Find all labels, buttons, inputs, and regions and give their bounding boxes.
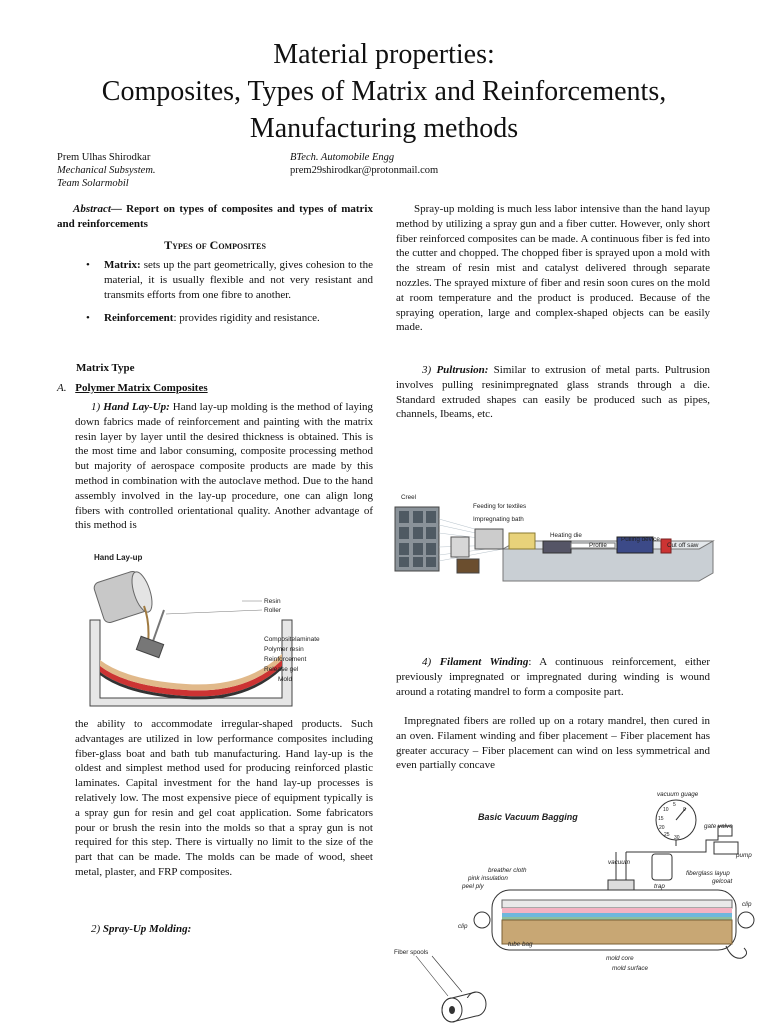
label-reinforcement: Reinforcement: [264, 656, 307, 663]
label-mold-surface: mold surface: [612, 965, 649, 972]
hand-layup-continued: the ability to accommodate irregular-shaped products. Such advantages are utilized in low performance composites including fiber-glass boat and bath tub manufacturing. Hand lay-up is the oldest and simplest method used for producing reinforced plastic laminates. Capital investment for the hand lay-up processes is relatively low. The most expensive piece of equipment typically is a spray gun for resin and gel coat application. Some fabricators pour or brush the resin into the molds so that a spray gun is not required for this step. There is virtually no limit to the size of the part that can be made. The molds can be made of wood, sheet metal, plaster, and FRP composites.: [75, 718, 373, 878]
author-team: Team Solarmobil: [57, 178, 129, 189]
author-email[interactable]: prem29shirodkar@protonmail.com: [290, 165, 439, 176]
label-roller: Roller: [264, 607, 281, 614]
label-clip-right: clip: [742, 901, 752, 908]
svg-text:30: 30: [674, 835, 680, 841]
label-trap: trap: [654, 883, 665, 890]
bullet-icon: •: [86, 259, 90, 271]
abstract-label: Abstract—: [73, 203, 122, 215]
label-impregnating-bath: Impregnating bath: [473, 516, 524, 523]
svg-text:25: 25: [664, 832, 670, 838]
label-pump: pump: [736, 852, 752, 859]
label-pulling-device: Pulling device: [621, 536, 660, 543]
label-vacuum-gauge: vacuum guage: [657, 791, 699, 798]
fiber-spools-figure: [392, 944, 502, 1024]
label-fiber-spools: Fiber spools: [394, 949, 429, 956]
vacuum-bagging-figure: [456, 784, 764, 976]
pultrusion-figure: [393, 485, 715, 603]
feeding-textile: [509, 533, 535, 549]
vacuum-bagging-title: Basic Vacuum Bagging: [478, 812, 578, 822]
spray-up-heading: 2) Spray-Up Molding:: [91, 923, 192, 935]
label-mold-core: mold core: [606, 955, 634, 962]
bullet-list: [76, 258, 373, 335]
pump-icon: [714, 842, 738, 854]
title-line-3: Manufacturing methods: [249, 113, 519, 144]
hand-layup-paragraph: 1) Hand Lay-Up: Hand lay-up molding is the method of laying down fabrics made of reinforcement and painting with the matrix resin layer by layer until the desired thickness is obtained. This is the most time and labor consuming, composite processing method but majority of aerospace composite products are made by this method in combination with the autoclave method. Due to the hand assembly involved in the lay-up procedure, one can align long fibers with controlled orientational quality. Another advantage of this method is: [75, 401, 374, 532]
author-block-right: [290, 151, 438, 177]
creel-icon: [395, 507, 439, 571]
author-dept: Mechanical Subsystem.: [57, 165, 156, 176]
hand-layup-figure: [86, 548, 326, 710]
label-polymer-resin: Polymer resin: [264, 646, 304, 653]
types-heading: Types of Composites: [164, 238, 266, 252]
label-mold: Mold: [278, 676, 293, 683]
label-cut-off-saw: Cut off saw: [667, 542, 699, 549]
label-pink-insulation: pink insulation: [468, 875, 508, 882]
mold-core: [502, 920, 732, 944]
label-tube-bag: tube bag: [508, 941, 533, 948]
section-a-heading: A. Polymer Matrix Composites: [57, 382, 208, 394]
title-line-1: Material properties:: [273, 39, 495, 70]
svg-text:10: 10: [663, 807, 669, 813]
hand-layup-title: Hand Lay-up: [94, 553, 143, 562]
label-clip-left: clip: [458, 923, 468, 930]
author-name: Prem Ulhas Shirodkar: [57, 152, 151, 163]
page-title: [0, 36, 768, 147]
svg-text:15: 15: [658, 816, 664, 822]
svg-text:20: 20: [659, 825, 665, 831]
bullet-icon: •: [86, 312, 90, 325]
label-breather-cloth: breather cloth: [488, 867, 527, 874]
fiber-spool-icon: [442, 992, 486, 1022]
filament-paragraph-2: Impregnated fibers are rolled up on a rotary mandrel, then cured in an oven. Filament winding and fiber placement – Fiber placement has greater accuracy – Fiber placement can wind on less symmetrical and even partially concave: [396, 715, 710, 772]
breather-layer: [502, 900, 732, 908]
abstract-text: Report on types of composites and types of matrix and reinforcements: [57, 203, 373, 230]
bullet-item-matrix: • Matrix: sets up the part geometrically, gives cohesion to the material, it is usually flexible and not very resistant and transmits efforts from one fibre to another.: [86, 259, 373, 301]
label-peel-ply: peel ply: [462, 883, 484, 890]
abstract: [57, 202, 373, 232]
fiberglass-layer: [502, 913, 732, 917]
spray-up-paragraph: Spray-up molding is much less labor intensive than the hand layup method by utilizing a spray gun and a fiber cutter. However, only short fiber reinforced composites can be made. A continuous fiber is fed into the cutter and chopped. The chopped fiber is sprayed upon a mold with the stream of resin mist and catalyst delivered through separate nozzles. The sprayed mixture of fiber and resin soon cures on the mold at room temperature and the product is produced. Because of the spraying operation, large and complex-shaped objects can be easily made.: [396, 203, 710, 334]
label-vacuum: vacuum: [608, 859, 631, 866]
heating-die: [543, 541, 571, 553]
label-release-gel: Release gel: [264, 666, 299, 673]
impregnating-bath: [475, 529, 503, 549]
svg-text:0: 0: [683, 807, 686, 813]
label-profile: Profile: [589, 542, 607, 549]
bullet-item-reinforcement: • Reinforcement: provides rigidity and resistance.: [86, 312, 320, 325]
label-creel: Creel: [401, 494, 417, 501]
matrix-type-heading: Matrix Type: [76, 362, 135, 374]
label-heating-die: Heating die: [550, 532, 582, 539]
author-degree: BTech. Automobile Engg: [290, 152, 395, 163]
trap-icon: [652, 854, 672, 880]
roller-icon: [136, 610, 164, 658]
pultrusion-paragraph: 3) Pultrusion: Similar to extrusion of metal parts. Pultrusion involves pulling resinimpregnated glass strands through a die. Standard extruded shapes can easily be produced such as pipes, channels, Ibeams, etc.: [396, 364, 711, 421]
clip-left-icon: [474, 912, 490, 928]
label-gate-valve: gate valve: [704, 823, 733, 830]
resin-tank: [457, 559, 479, 573]
pink-insulation-layer: [502, 908, 732, 913]
clip-right-icon: [738, 912, 754, 928]
label-feeding: Feeding for textiles: [473, 503, 527, 510]
label-composite-laminate: Compositelaminate: [264, 636, 320, 643]
label-gelcoat: gelcoat: [712, 878, 733, 885]
author-block-left: [57, 151, 156, 190]
svg-text:5: 5: [673, 802, 676, 808]
guide-plate: [451, 537, 469, 557]
filament-winding-paragraph: 4) Filament Winding: A continuous reinforcement, either previously impregnated or impregnated during winding is wound around a rotating mandrel to form a composite part.: [396, 656, 710, 698]
title-line-2: Composites, Types of Matrix and Reinforcements,: [101, 76, 667, 107]
label-resin: Resin: [264, 598, 281, 605]
label-fiberglass-layup: fiberglass layup: [686, 870, 730, 877]
